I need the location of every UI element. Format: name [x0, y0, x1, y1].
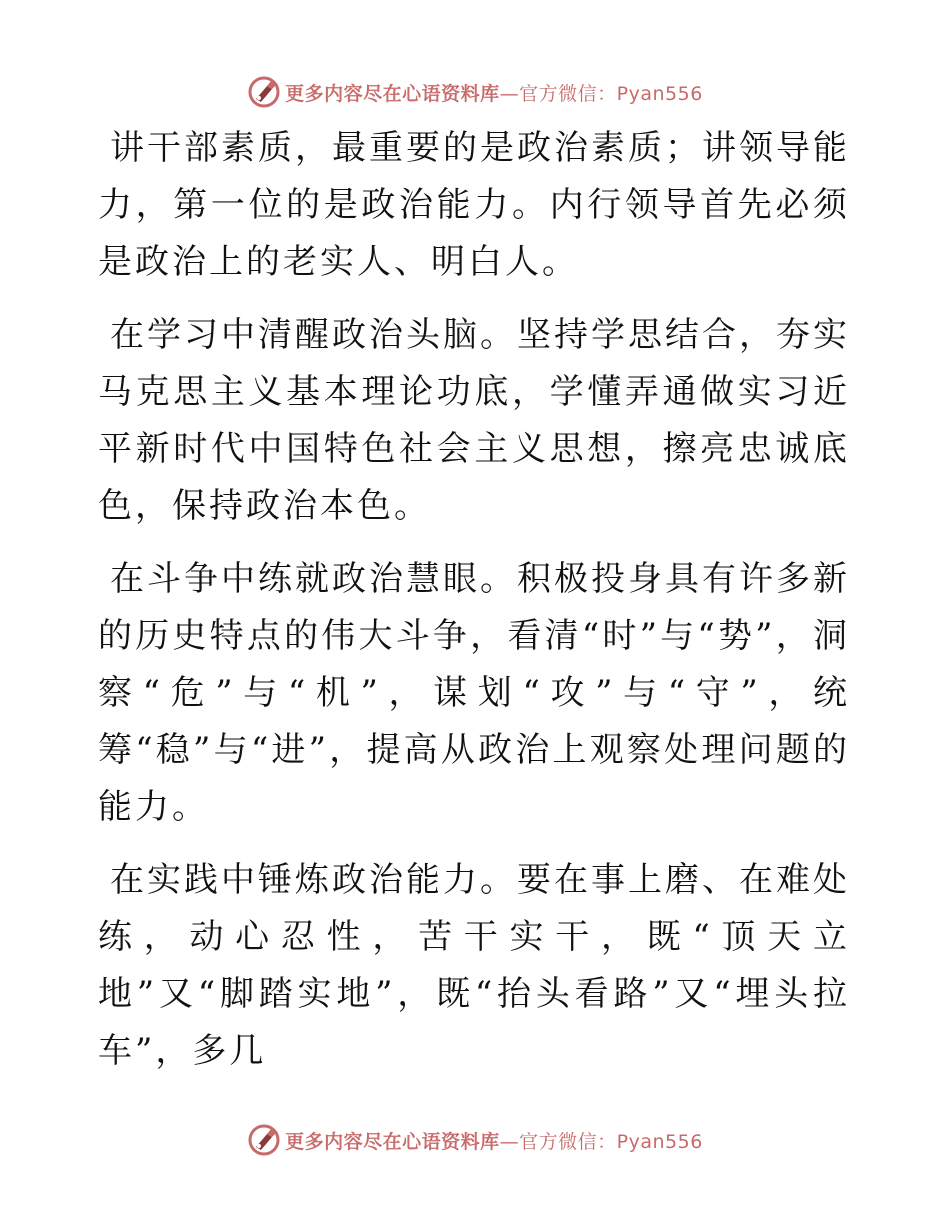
banner-dash: —: [499, 82, 520, 105]
banner-text: [285, 79, 703, 106]
banner-site-text: 更多内容尽在心语资料库: [285, 1130, 500, 1153]
paragraph-2: 在学习中清醒政治头脑。坚持学思结合，夯实马克思主义基本理论功底，学懂弄通做实习近平新时代中国特色社会主义思想，擦亮忠诚底色，保持政治本色。: [98, 315, 850, 526]
banner-text: [285, 1127, 703, 1154]
footer-banner: [0, 1120, 950, 1160]
pen-nib-logo-icon: [247, 75, 281, 109]
banner-wechat-text: 官方微信：Pyan556: [519, 82, 703, 105]
document-body: [98, 120, 850, 1096]
pen-nib-logo-icon: [247, 1123, 281, 1157]
paragraph-1: 讲干部素质，最重要的是政治素质；讲领导能力，第一位的是政治能力。内行领导首先必须是政治上的老实人、明白人。: [98, 128, 850, 282]
header-banner: [0, 72, 950, 112]
paragraph-3: 在斗争中练就政治慧眼。积极投身具有许多新的历史特点的伟大斗争，看清“时”与“势”，洞察“危”与“机”，谋划“攻”与“守”，统筹“稳”与“进”，提高从政治上观察处理问题的能力。: [98, 559, 850, 827]
banner-dash: —: [499, 1130, 520, 1153]
paragraph-4: 在实践中锤炼政治能力。要在事上磨、在难处练，动心忍性，苦干实干，既“顶天立地”又“脚踏实地”，既“抬头看路”又“埋头拉车”，多几: [98, 860, 850, 1071]
banner-wechat-text: 官方微信：Pyan556: [519, 1130, 703, 1153]
banner-site-text: 更多内容尽在心语资料库: [285, 82, 500, 105]
